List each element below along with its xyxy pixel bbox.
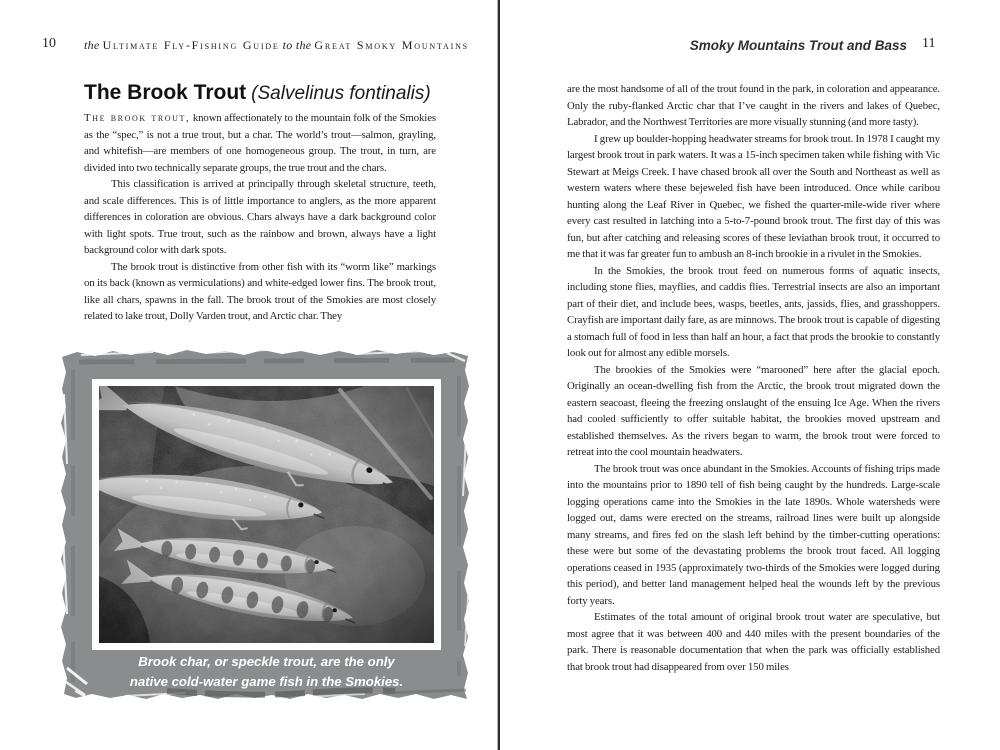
paragraph: I grew up boulder-hopping headwater streams for brook trout. In 1978 I caught my largest brook trout in park waters. It was a 15-inch specimen taken while fishing with Vic Stewart at Meigs Creek. I have chased brook all over the South and Northeast as well as western waters where these bejeweled fish have been introduced. Once while caribou hunting along the Leaf River in Quebec, we fished the quarter-mile-wide river where every cast resulted in latching into a 5-to-7-pound brook trout. The first day of this was fun, but after catching and releasing scores of these leviathan brook trout, it occurred to me that it was far greater fun to ambush an 8-inch brookie in a rivulet in the Smokies. — [567, 132, 940, 260]
left-running-head — [84, 38, 484, 53]
right-page-number: 11 — [922, 36, 936, 51]
paragraph: The brook trout was once abundant in the Smokies. Accounts of fishing trips made into the mountains prior to 1890 tell of fish being caught by the hundreds. Large-scale logging operations came into the Smokies in the late 1890s. Whole watersheds were logged out, dams were erected on the streams, railroad lines were built up alongside many streams, and fires fed on the slash left behind by the timber-cutting operations: these were but some of the devastating problems the brook trout faced. All logging operations ceased in 1935 (approximately two-thirds of the Smokies were logged during this period), and better land management helped heal the wounds left by the previous forty years. — [567, 462, 940, 607]
running-head-part1: Ultimate Fly-Fishing Guide — [102, 38, 280, 52]
paragraph — [84, 110, 436, 176]
species-name: (Salvelinus fontinalis) — [251, 83, 431, 104]
paragraph-lead-in: The brook trout, — [84, 112, 191, 124]
trout-photo-figure — [55, 346, 475, 704]
chapter-title: The Brook Trout — [84, 81, 247, 104]
caption-line-1: Brook char, or speckle trout, are the only — [138, 654, 395, 669]
caption-line-2: native cold-water game fish in the Smokies. — [129, 673, 404, 689]
brook-trout-photo — [55, 346, 475, 704]
paragraph-text: known affectionately to the mountain folk of the Smokies as the “spec,” is not a true trout, but a char. The world’s trout—salmon, grayling, and whitefish—are members of one homogeneous group. The trout, in turn, are divided into two technically separate groups, the true trout and the chars. — [84, 112, 436, 174]
left-page-number: 10 — [42, 36, 56, 51]
paragraph: The brook trout is distinctive from other fish with its “worm like” markings on its back (known as vermiculations) and white-edged lower fins. The brook trout, like all chars, spawns in the fall. The brook trout of the Smokies are most closely related to lake trout, Dolly Varden trout, and Arctic char. They — [84, 260, 436, 322]
paragraph: Estimates of the total amount of original brook trout water are speculative, but most agree that it was between 400 and 440 miles with the present boundaries of the park. There is reasonable documentation that when the park was officially established that brook trout had disappeared from over 150 miles — [567, 611, 940, 673]
running-head-to-the: to the — [282, 38, 312, 52]
photo-content — [55, 374, 434, 643]
photo-caption — [92, 652, 441, 692]
right-body-text — [567, 81, 940, 675]
running-head-the: the — [84, 38, 100, 52]
paragraph: This classification is arrived at principally through skeletal structure, teeth, and scale differences. This is of little importance to anglers, as the more apparent differences in coloration are obvious. Chars always have a dark background color with light spots. True trout, such as the rainbow and brown, always have a light background color with dark spots. — [84, 178, 436, 256]
paragraph: The brookies of the Smokies were “marooned” here after the glacial epoch. Originally an ocean-dwelling fish from the Arctic, the brook trout migrated down the eastern seacoast, fleeing the freezing onslaught of the ensuing Ice Age. When the rivers had cooled sufficiently to offer suitable habitat, the brookies moved upstream and established themselves. As the rivers began to warm, the brook trout were forced to retreat into the cool mountain headwaters. — [567, 363, 940, 458]
left-body-text — [84, 110, 436, 325]
page-gutter-line — [498, 0, 500, 750]
chapter-heading — [84, 82, 431, 103]
paragraph: are the most handsome of all of the trout found in the park, in coloration and appearance. Only the ruby-flanked Arctic char that I’ve caught in the rivers and lakes of Quebec, Labrador, and the Northwest Territories are more visually stunning (and more tasty). — [567, 83, 940, 128]
right-running-head: Smoky Mountains Trout and Bass — [689, 38, 907, 53]
running-head-part2: Great Smoky Mountains — [314, 38, 469, 52]
paragraph: In the Smokies, the brook trout feed on numerous forms of aquatic insects, including stone flies, mayflies, and caddis flies. Terrestrial insects are also an important part of their diet, and include bees, wasps, beetles, ants, jassids, flies, and grasshoppers. Crayfish are important daily fare, as are minnows. The brook trout is capable of digesting a stomach full of food in less than half an hour, a fact that prods the brookie to constantly look out for almost any edible morsels. — [567, 264, 940, 359]
